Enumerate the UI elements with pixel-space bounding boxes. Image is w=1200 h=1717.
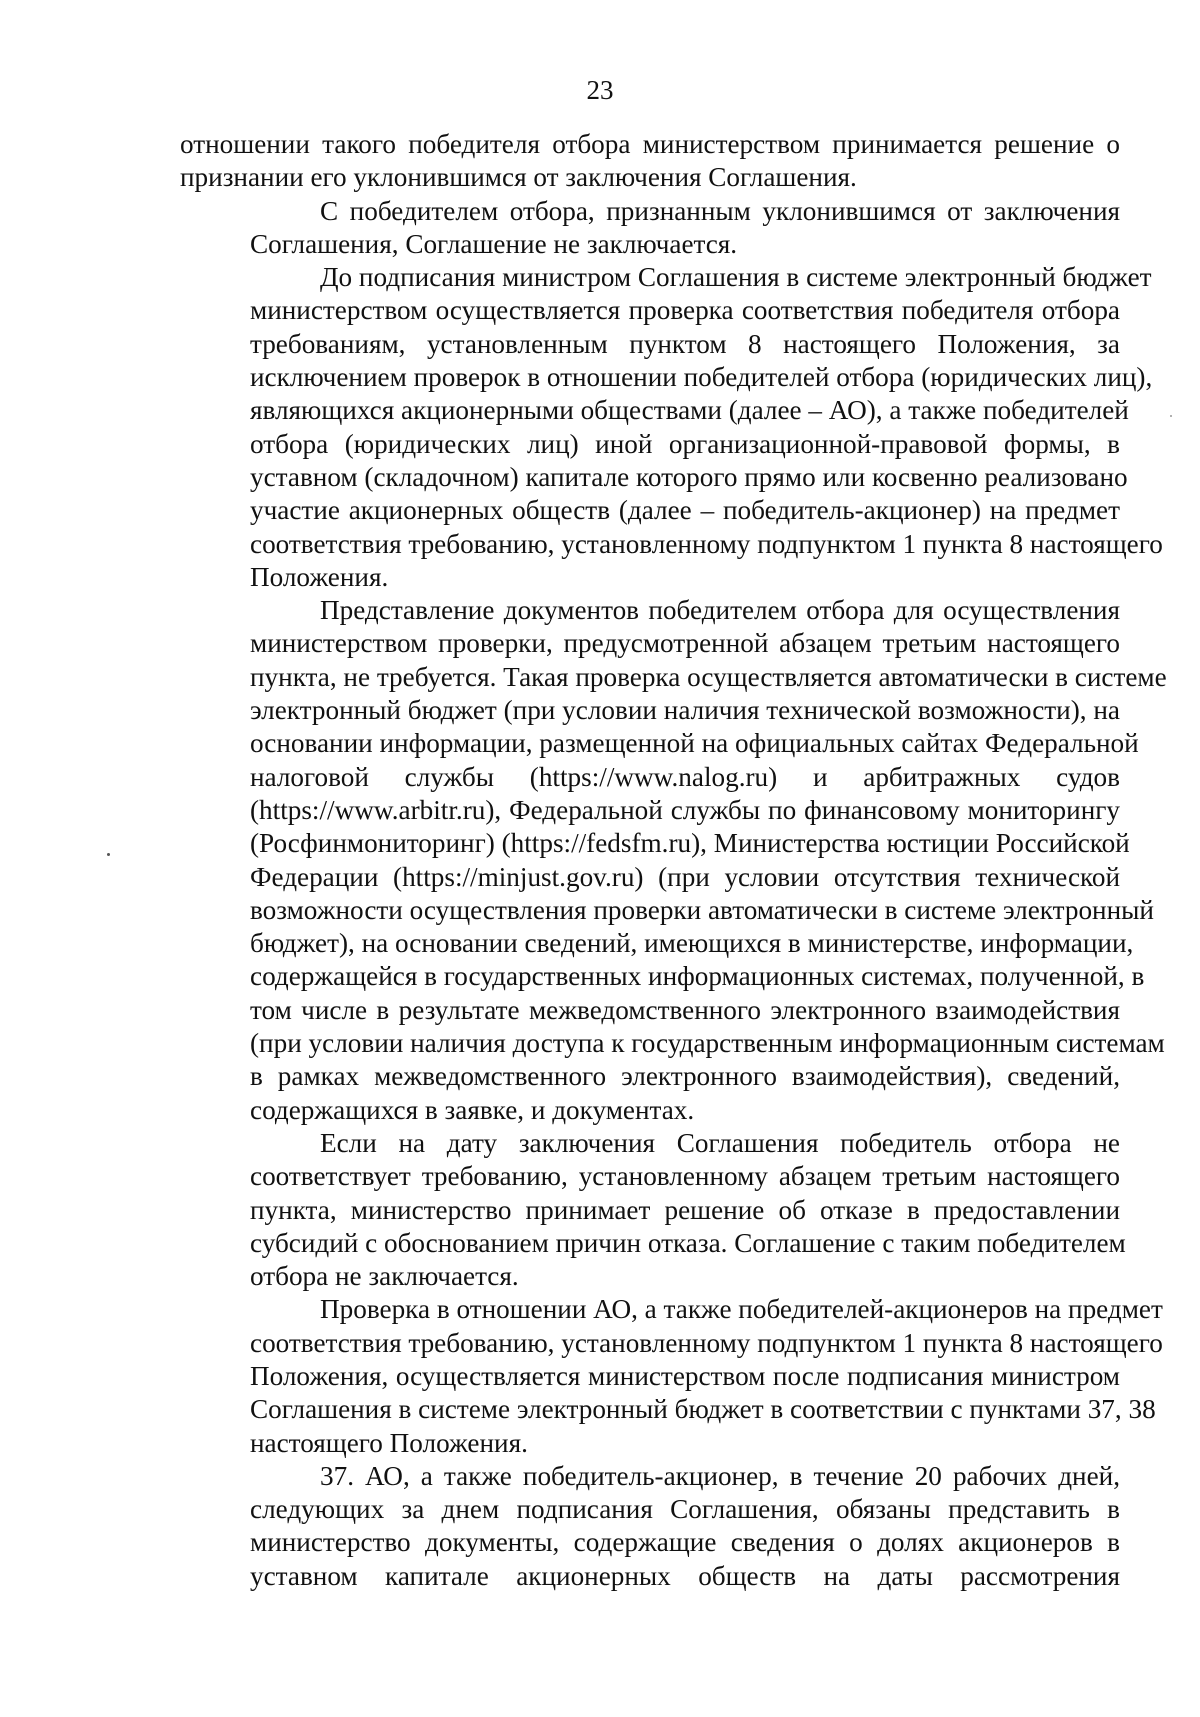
text-line: Проверка в отношении АО, а также победителей-акционеров на предмет	[320, 1294, 1163, 1325]
text-line: требованиям, установленным пунктом 8 настоящего Положения, за	[250, 328, 1120, 359]
text-line: содержащихся в заявке, и документах.	[250, 1094, 695, 1125]
text-line: отношении такого победителя отбора министерством принимается решение о	[180, 129, 1120, 159]
text-line: Представление документов победителем отбора для осуществления	[320, 595, 1120, 626]
text-line: (при условии наличия доступа к государственным информационным системам	[250, 1028, 1165, 1059]
text-line: Федерации (https://minjust.gov.ru) (при условии отсутствия технической	[250, 861, 1120, 892]
paragraph	[180, 594, 1167, 1127]
text-line: том числе в результате межведомственного электронного взаимодействия	[250, 994, 1120, 1025]
text-line: Соглашения, Соглашение не заключается.	[250, 228, 738, 259]
text-line: министерством проверки, предусмотренной абзацем третьим настоящего	[250, 628, 1120, 659]
text-line: министерством осуществляется проверка соответствия победителя отбора	[250, 295, 1120, 326]
text-line: соответствует требованию, установленному абзацем третьим настоящего	[250, 1161, 1120, 1192]
text-line: Соглашения в системе электронный бюджет в соответствии с пунктами 37, 38	[250, 1394, 1156, 1425]
paragraph	[180, 261, 1163, 594]
text-line: (https://www.arbitr.ru), Федеральной службы по финансовому мониторингу	[250, 794, 1120, 825]
text-line: возможности осуществления проверки автоматически в системе электронный	[250, 894, 1154, 925]
text-line: субсидий с обоснованием причин отказа. Соглашение с таким победителем	[250, 1227, 1126, 1258]
text-line: отбора не заключается.	[250, 1261, 519, 1292]
text-line: (Росфинмониторинг) (https://fedsfm.ru), Министерства юстиции Российской	[250, 828, 1130, 859]
paragraph	[180, 1127, 1126, 1293]
page-number: 23	[586, 75, 614, 105]
text-line: С победителем отбора, признанным уклонившимся от заключения	[320, 195, 1120, 226]
scan-speck	[1170, 415, 1172, 417]
text-line: Положения.	[250, 561, 389, 592]
paragraph	[180, 195, 1120, 262]
text-line: содержащейся в государственных информационных системах, полученной, в	[250, 961, 1145, 992]
text-line: признании его уклонившимся от заключения Соглашения.	[180, 162, 857, 193]
text-line: в рамках межведомственного электронного взаимодействия), сведений,	[250, 1061, 1120, 1092]
text-line: соответствия требованию, установленному подпунктом 1 пункта 8 настоящего	[250, 528, 1163, 559]
scan-speck	[107, 853, 110, 856]
text-line: министерство документы, содержащие сведения о долях акционеров в	[250, 1527, 1120, 1558]
text-line: налоговой службы (https://www.nalog.ru) и арбитражных судов	[250, 761, 1120, 792]
text-line: отбора (юридических лиц) иной организационной-правовой формы, в	[250, 428, 1120, 459]
paragraph	[180, 128, 1120, 195]
text-line: Если на дату заключения Соглашения победитель отбора не	[320, 1127, 1120, 1158]
text-line: Положения, осуществляется министерством после подписания министром	[250, 1360, 1120, 1391]
document-body	[180, 128, 1167, 1593]
text-line: 37. АО, а также победитель-акционер, в течение 20 рабочих дней,	[320, 1460, 1120, 1491]
paragraph	[180, 1460, 1120, 1593]
text-line: следующих за днем подписания Соглашения, обязаны представить в	[250, 1494, 1120, 1525]
text-line: электронный бюджет (при условии наличия технической возможности), на	[250, 695, 1120, 726]
text-line: настоящего Положения.	[250, 1427, 528, 1458]
text-line: уставном капитале акционерных обществ на даты рассмотрения	[250, 1560, 1120, 1591]
text-line: исключением проверок в отношении победителей отбора (юридических лиц),	[250, 362, 1153, 393]
text-line: До подписания министром Соглашения в системе электронный бюджет	[320, 262, 1152, 293]
text-line: основании информации, размещенной на официальных сайтах Федеральной	[250, 728, 1139, 759]
text-line: бюджет), на основании сведений, имеющихся в министерстве, информации,	[250, 928, 1134, 959]
text-line: уставном (складочном) капитале которого прямо или косвенно реализовано	[250, 461, 1128, 492]
text-line: пункта, не требуется. Такая проверка осуществляется автоматически в системе	[250, 661, 1167, 692]
text-line: участие акционерных обществ (далее – победитель-акционер) на предмет	[250, 495, 1120, 526]
text-line: соответствия требованию, установленному подпунктом 1 пункта 8 настоящего	[250, 1327, 1163, 1358]
text-line: являющихся акционерными обществами (далее – АО), а также победителей	[250, 395, 1129, 426]
text-line: пункта, министерство принимает решение об отказе в предоставлении	[250, 1194, 1120, 1225]
paragraph	[180, 1293, 1163, 1459]
